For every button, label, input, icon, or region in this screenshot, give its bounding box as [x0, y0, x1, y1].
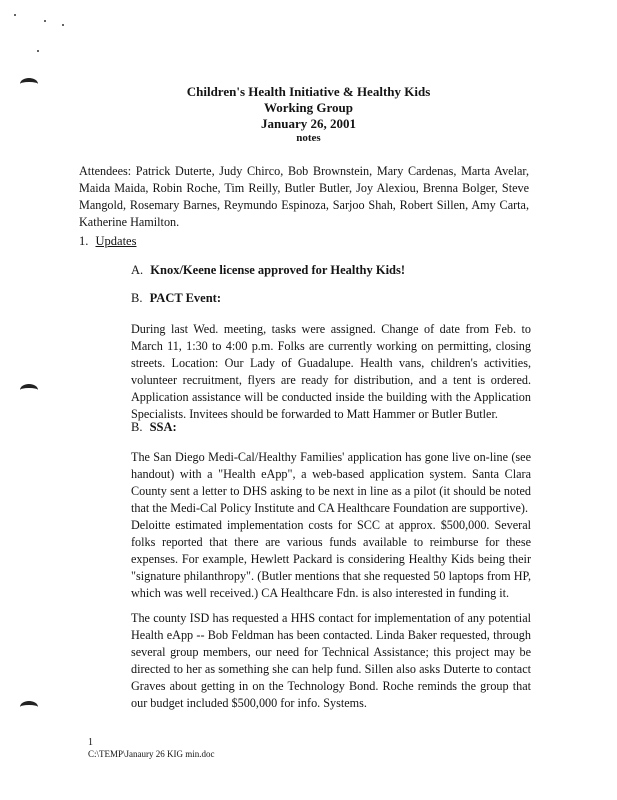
ssa-paragraph-3: The county ISD has requested a HHS contact for implementation of any potential Health eApp -- Bob Feldman has been contacted. Linda Baker requested, through several group members, our need for Technical Assistance; this project may be directed to her as something she can help fund. Sillen also asks Duterte to contact Graves about getting in on the Technology Bond. Roche reminds the group that our budget included $500,000 for info. Systems. — [131, 611, 531, 710]
item-a-heading — [131, 263, 405, 278]
document-title: Children's Health Initiative & Healthy Kids — [186, 84, 431, 99]
scan-speck — [37, 50, 39, 52]
item-title: Knox/Keene license approved for Healthy Kids! — [150, 263, 406, 277]
scan-speck — [62, 24, 64, 26]
ssa-paragraph-2: Deloitte estimated implementation costs for SCC at approx. $500,000. Several folks reported that there are various funds available to reimburse for these expenses. For example, Hewlett Packard is considering Healthy Kids being their "signature philanthropy". (Butler mentions that she requested 50 laptops from HP, which was well received.) CA Healthcare Fdn. is also interested in funding it. — [131, 518, 531, 600]
punch-hole-mark — [20, 384, 38, 396]
item-letter: B. — [131, 291, 143, 305]
document-date: January 26, 2001 — [261, 116, 356, 131]
pact-paragraph: During last Wed. meeting, tasks were assigned. Change of date from Feb. to March 11, 1:30 to 4:00 p.m. Folks are currently working on permitting, closing streets. Location: Our Lady of Guadalupe. Health vans, children's activities, volunteer recruitment, flyers are ready for distribution, and a tent is ordered. Application assistance will be conducted inside the building with the Application Specialists. Invitees should be forwarded to Matt Hammer or Butler Butler. — [131, 322, 531, 421]
page-number: 1 — [88, 737, 93, 748]
section-title: Updates — [95, 234, 137, 248]
item-letter: B. — [131, 420, 143, 434]
section-number: 1. — [79, 234, 89, 248]
document-subtitle: Working Group — [264, 100, 353, 115]
item-title: SSA: — [149, 420, 177, 434]
scan-speck — [44, 20, 46, 22]
section-1-heading — [79, 234, 136, 249]
ssa-paragraph-1: The San Diego Medi-Cal/Healthy Families' application has gone live on-line (see handout) with a "Health eApp", a web-based application system. Santa Clara County sent a letter to DHS asking to be next in line as a pilot (it should be noted that the Medi-Cal Policy Institute and CA Healthcare Foundation are supportive). — [131, 450, 531, 515]
item-b-pact-heading — [131, 291, 221, 306]
attendees-paragraph: Attendees: Patrick Duterte, Judy Chirco, Bob Brownstein, Mary Cardenas, Marta Avelar, Maida Maida, Robin Roche, Tim Reilly, Butler Butler, Joy Alexiou, Brenna Bolger, Steve Mangold, Rosemary Barnes, Reymundo Espinoza, Sarjoo Shah, Robert Sillen, Amy Carta, Katherine Hamilton. — [79, 164, 529, 229]
file-path: C:\TEMP\Janaury 26 KIG min.doc — [88, 749, 215, 759]
item-b-ssa-heading — [131, 420, 177, 435]
scan-speck — [14, 14, 16, 16]
item-letter: A. — [131, 263, 144, 277]
document-kind: notes — [296, 132, 321, 144]
punch-hole-mark — [20, 701, 38, 713]
item-title: PACT Event: — [149, 291, 222, 305]
